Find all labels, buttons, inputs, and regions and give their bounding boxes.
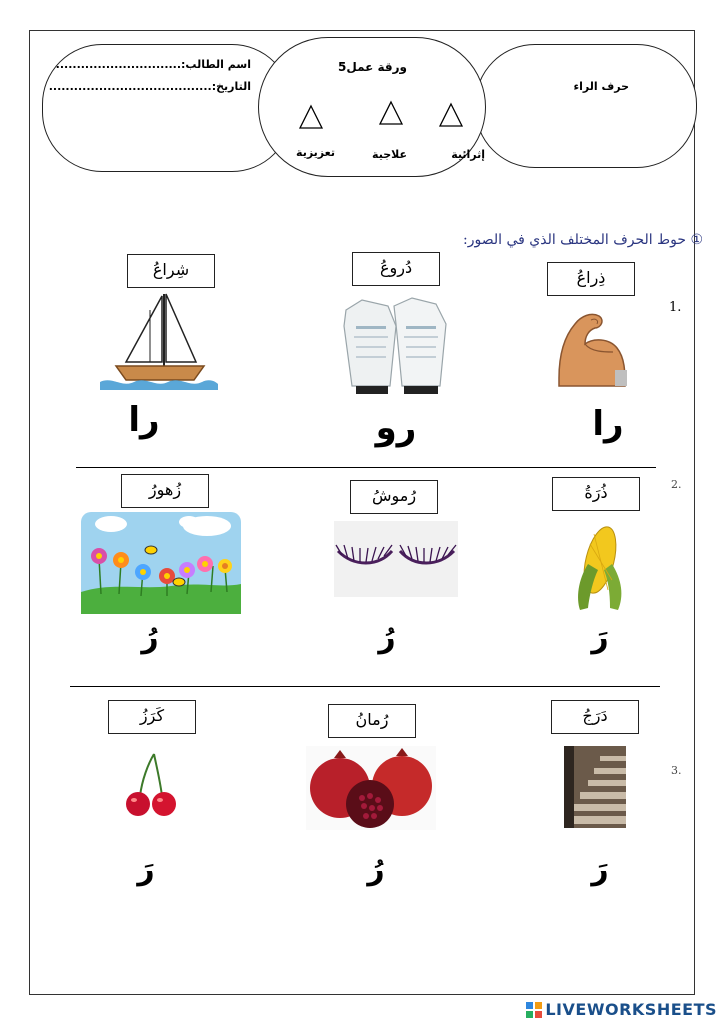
word-box: شِراعُ bbox=[127, 254, 215, 288]
flowers-picture bbox=[81, 512, 241, 614]
word-box: زُهورُ bbox=[121, 474, 209, 508]
level-label-enrichment: إثرائية bbox=[451, 148, 485, 161]
word-box: رُمانُ bbox=[328, 704, 416, 738]
brand-text: LIVEWORKSHEETS bbox=[545, 1000, 717, 1019]
row-number: 3. bbox=[671, 764, 682, 777]
letter-choice[interactable]: رو bbox=[375, 408, 417, 448]
letter-choice[interactable]: رَ bbox=[591, 852, 609, 887]
trophies-picture bbox=[338, 296, 452, 400]
letter-choice[interactable]: را bbox=[128, 400, 160, 440]
sailboat-picture bbox=[98, 290, 220, 390]
word-box: رُموشُ bbox=[350, 480, 438, 514]
level-label-reinforcement: تعزيزية bbox=[296, 146, 335, 159]
arm-muscle-picture bbox=[555, 308, 629, 388]
instruction bbox=[463, 232, 703, 248]
worksheet-title: ورقة عمل5 bbox=[338, 60, 407, 74]
row-divider bbox=[76, 467, 656, 468]
corn-picture bbox=[568, 520, 628, 612]
liveworksheets-logo-icon bbox=[526, 1002, 542, 1018]
stairs-picture bbox=[564, 746, 626, 828]
row-number: 2. bbox=[671, 478, 682, 491]
topic-title: حرف الراء bbox=[573, 80, 629, 93]
eyelashes-picture bbox=[334, 521, 458, 597]
letter-choice[interactable]: را bbox=[592, 404, 624, 444]
date-label: التاريخ:....................................... bbox=[48, 80, 251, 93]
word-box: ذِراعُ bbox=[547, 262, 635, 296]
footer-brand bbox=[526, 1000, 717, 1019]
level-label-remedial: علاجية bbox=[372, 148, 407, 161]
word-box: كَرَزُ bbox=[108, 700, 196, 734]
row-number: 1. bbox=[669, 300, 682, 315]
letter-choice[interactable]: رُ bbox=[141, 620, 159, 655]
student-name-label: اسم الطالب:.............................. bbox=[55, 58, 251, 71]
letter-choice[interactable]: رُ bbox=[378, 620, 396, 655]
word-box: دُروعُ bbox=[352, 252, 440, 286]
letter-choice[interactable]: رَ bbox=[137, 852, 155, 887]
letter-choice[interactable]: رُ bbox=[367, 852, 385, 887]
instruction-text: حوط الحرف المختلف الذي في الصور: bbox=[463, 232, 686, 248]
row-divider bbox=[70, 686, 660, 687]
pomegranate-picture bbox=[306, 746, 436, 830]
word-box: دَرَجُ bbox=[551, 700, 639, 734]
word-box: ذُرَةُ bbox=[552, 477, 640, 511]
topic-box bbox=[475, 44, 697, 168]
question-number-icon: ① bbox=[690, 232, 703, 248]
letter-choice[interactable]: رَ bbox=[591, 620, 609, 655]
cherries-picture bbox=[124, 752, 178, 818]
